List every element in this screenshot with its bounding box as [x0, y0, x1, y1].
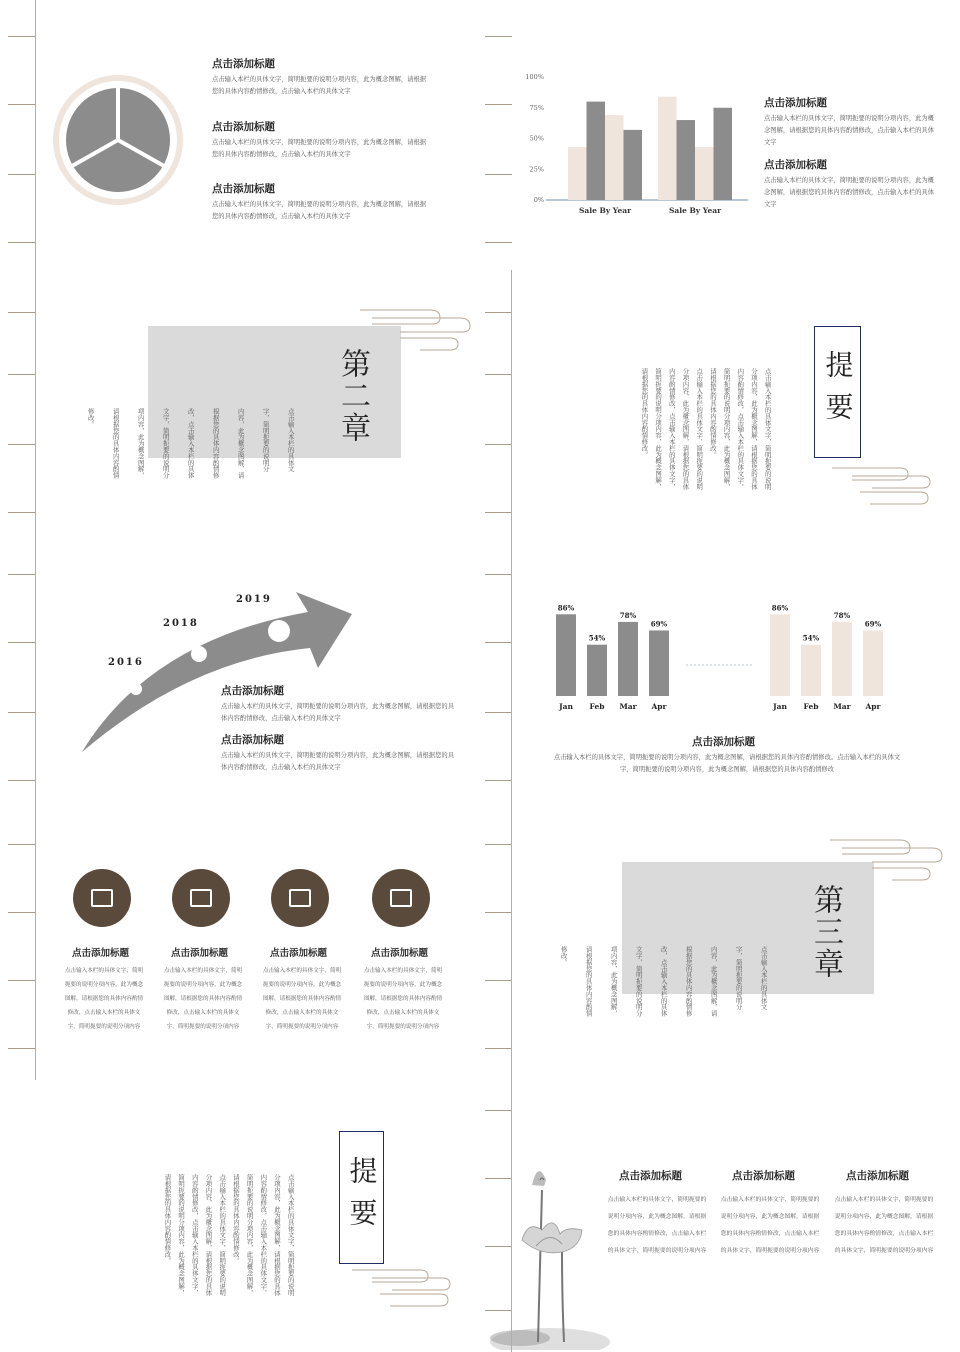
item-body: 点击输入本栏的具体文字，简明扼要的说明分项内容，此为概念图解，请根据您的具体内容酌情修改，点击输入本栏的具体文字	[221, 703, 454, 722]
chapter-title: 第三章	[808, 884, 843, 980]
vertical-text-column: 请根据您的具体内容酌情修改。	[708, 368, 717, 458]
vertical-text-column: 点击输入本栏的具体文字，简明扼要的说明	[218, 1174, 227, 1296]
picture-icon	[91, 889, 113, 907]
x-tick-label: Feb	[803, 702, 819, 711]
card-heading: 点击添加标题	[171, 948, 229, 959]
card-body: 点击输入本栏的具体文字，简明扼要的说明分项内容，此为概念图解，请根据您的具体内容酌情修改，点击输入本栏的具体文字，简明扼要的说明分项内容	[262, 968, 342, 1030]
ruler-tick	[8, 36, 35, 37]
vertical-text-column: 字，简明扼要的说明分	[734, 946, 743, 1010]
ruler-tick	[8, 980, 35, 981]
bar	[649, 630, 669, 696]
vertical-text-column: 简明扼要的说明分项内容，此为概念图解，	[654, 368, 663, 490]
bar	[801, 645, 821, 696]
item-heading: 点击添加标题	[212, 183, 275, 195]
ruler-line	[511, 270, 512, 1352]
vertical-text-column: 项内容，此为概念图解，	[136, 408, 145, 479]
slide-1	[0, 0, 480, 270]
vertical-text-column: 分项内容，此为概念图解，请根据您的具体	[204, 1174, 213, 1296]
vertical-text-column: 改，点击输入本栏的具体	[659, 946, 668, 1017]
x-tick-label: Jan	[559, 702, 573, 711]
item-body: 点击输入本栏的具体文字，简明扼要的说明分项内容，此为概念图解，请根据您的具体内容酌情修改，点击输入本栏的具体文字	[764, 115, 935, 146]
slide-9	[0, 1080, 480, 1350]
cycle-diagram	[0, 0, 480, 270]
vertical-text-column: 简明扼要的说明分项内容，此为概念图解，	[722, 368, 731, 490]
vertical-text-column: 修改。	[559, 946, 568, 966]
item-body: 点击输入本栏的具体文字，简明扼要的说明分项内容，此为概念图解，请根据您的具体内容酌情修改，点击输入本栏的具体文字	[212, 76, 427, 95]
slide-2	[480, 0, 960, 270]
ruler-tick	[8, 712, 35, 713]
ruler-tick	[485, 1246, 512, 1247]
summary-title: 提要	[339, 1131, 384, 1264]
monitor-icon	[289, 889, 311, 907]
bar	[677, 120, 696, 200]
ruler-tick	[8, 312, 35, 313]
vertical-text-column: 请根据您的具体内容酌情	[584, 946, 593, 1017]
card-heading: 点击添加标题	[72, 948, 130, 959]
item-heading: 点击添加标题	[692, 736, 755, 748]
y-tick-label: 25%	[529, 165, 544, 174]
bar	[605, 115, 624, 200]
vertical-text-column: 点击输入本栏的具体文	[286, 408, 295, 472]
vertical-text-column: 内容酌情修改，点击输入本栏的具体文字，	[259, 1174, 268, 1296]
item-body: 点击输入本栏的具体文字，简明扼要的说明分项内容，此为概念图解，请根据您的具体内容酌情修改，点击输入本栏的具体文字	[764, 177, 935, 208]
ruler-tick	[485, 242, 512, 243]
bar	[568, 147, 587, 200]
slide-5	[0, 540, 480, 810]
item-body: 点击输入本栏的具体文字，简明扼要的说明分项内容，此为概念图解，请根据您的具体内容酌情修改，点击输入本栏的具体文字，简明扼要的说明分项内容	[834, 1197, 934, 1254]
data-label: 78%	[833, 610, 851, 620]
year-label: 2016	[108, 657, 144, 668]
vertical-text-column: 请根据您的具体内容酌情	[111, 408, 120, 479]
vertical-text-column: 请根据您的具体内容酌情修改。	[163, 1174, 172, 1264]
bar	[832, 622, 852, 696]
ruler-tick	[8, 242, 35, 243]
vertical-text-column: 根据您的具体内容酌情修	[684, 946, 693, 1017]
y-tick-label: 100%	[525, 73, 544, 81]
card-body: 点击输入本栏的具体文字，简明扼要的说明分项内容，此为概念图解，请根据您的具体内容酌情修改，点击输入本栏的具体文字，简明扼要的说明分项内容	[64, 968, 144, 1030]
vertical-text-column: 分项内容，此为概念图解，请根据您的具体	[750, 368, 758, 490]
x-tick-label: Feb	[589, 702, 605, 711]
item-heading: 点击添加标题	[764, 159, 827, 171]
slide-10	[480, 1080, 960, 1350]
x-tick-label: Mar	[833, 702, 851, 711]
ruler-tick	[8, 104, 35, 105]
slide-8	[480, 810, 960, 1080]
card-body: 点击输入本栏的具体文字，简明扼要的说明分项内容，此为概念图解，请根据您的具体内容酌情修改，点击输入本栏的具体文字，简明扼要的说明分项内容	[163, 968, 243, 1030]
data-label: 54%	[802, 633, 820, 643]
bar	[770, 614, 790, 696]
vertical-text-column: 内容，此为概念图解，请	[236, 408, 245, 479]
vertical-text-column: 内容酌情修改，点击输入本栏的具体文字，	[190, 1174, 199, 1296]
bar	[587, 102, 606, 200]
ruler-tick	[485, 512, 512, 513]
item-body: 点击输入本栏的具体文字，简明扼要的说明分项内容，此为概念图解，请根据您的具体内容酌情修改。点击输入本栏的具体文字，简明扼要的说明分项内容，此为概念图解，请根据您的具体内容酌情修改	[553, 754, 901, 773]
x-tick-label: Sale By Year	[578, 206, 632, 215]
ruler-tick	[8, 174, 35, 175]
item-heading: 点击添加标题	[764, 97, 827, 109]
vertical-text-column: 分项内容，此为概念图解，请根据您的具体	[273, 1174, 281, 1296]
item-heading: 点击添加标题	[212, 121, 275, 133]
bar	[624, 130, 643, 200]
ruler-tick	[485, 912, 512, 913]
ruler-tick	[485, 374, 512, 375]
vertical-text-column: 点击输入本栏的具体文字，简明扼要的说明	[286, 1174, 295, 1296]
item-body: 点击输入本栏的具体文字，简明扼要的说明分项内容，此为概念图解，请根据您的具体内容酌情修改，点击输入本栏的具体文字，简明扼要的说明分项内容	[720, 1197, 820, 1254]
year-label: 2019	[236, 594, 272, 605]
vertical-text-column: 点击输入本栏的具体文字，简明扼要的说明	[695, 368, 704, 490]
icon-badge	[172, 869, 230, 927]
ruler-tick	[485, 980, 512, 981]
data-label: 78%	[619, 610, 637, 620]
icon-badge	[271, 869, 329, 927]
ruler-tick	[8, 844, 35, 845]
vertical-text-column: 修改。	[86, 408, 95, 428]
ruler-tick	[485, 1110, 512, 1111]
data-label: 86%	[557, 603, 575, 613]
vertical-text-column: 字，简明扼要的说明分	[261, 408, 270, 472]
ruler-tick	[485, 1310, 512, 1311]
x-tick-label: Apr	[865, 702, 881, 711]
vertical-text-column: 内容，此为概念图解，请	[709, 946, 718, 1017]
year-label: 2018	[163, 618, 199, 629]
y-tick-label: 50%	[529, 134, 544, 143]
x-tick-label: Mar	[619, 702, 637, 711]
cloud-ornament	[0, 1080, 480, 1350]
vertical-text-column: 分项内容，此为概念图解，请根据您的具体	[681, 368, 690, 490]
ruler-tick	[485, 174, 512, 175]
ruler-tick	[8, 780, 35, 781]
ruler-tick	[8, 444, 35, 445]
vertical-text-column: 根据您的具体内容酌情修	[211, 408, 220, 479]
x-tick-label: Jan	[773, 702, 787, 711]
ruler-tick	[8, 512, 35, 513]
data-label: 69%	[650, 619, 668, 629]
thumbs-up-icon	[390, 889, 412, 907]
icon-badge	[372, 869, 430, 927]
bar	[658, 97, 677, 200]
tv-icon	[190, 889, 212, 907]
ruler-tick	[8, 374, 35, 375]
vertical-text-column: 简明扼要的说明分项内容，此为概念图解，	[245, 1174, 254, 1296]
vertical-text-column: 改，点击输入本栏的具体	[186, 408, 195, 479]
item-heading: 点击添加标题	[221, 685, 284, 697]
vertical-text-column: 内容酌情修改，点击输入本栏的具体文字，	[736, 368, 745, 490]
bar	[556, 614, 576, 696]
vertical-text-column: 请根据您的具体内容酌情修改。	[231, 1174, 240, 1264]
data-label: 54%	[588, 633, 606, 643]
ruler-line	[35, 0, 36, 1080]
data-label: 69%	[864, 619, 882, 629]
cloud-ornament	[480, 270, 960, 540]
cloud-ornament	[480, 810, 960, 1080]
vertical-text-column: 内容酌情修改，点击输入本栏的具体文字，	[667, 368, 676, 490]
ruler-tick	[8, 642, 35, 643]
ruler-tick	[485, 312, 512, 313]
x-tick-label: Apr	[651, 702, 667, 711]
slide-3	[0, 270, 480, 540]
vertical-text-column: 请根据您的具体内容酌情修改。	[640, 368, 649, 458]
card-body: 点击输入本栏的具体文字，简明扼要的说明分项内容，此为概念图解，请根据您的具体内容酌情修改，点击输入本栏的具体文字，简明扼要的说明分项内容	[363, 968, 443, 1030]
bar	[618, 622, 638, 696]
ruler-tick	[485, 1178, 512, 1179]
y-tick-label: 0%	[533, 196, 544, 204]
ruler-tick	[485, 444, 512, 445]
vertical-text-column: 点击输入本栏的具体文	[759, 946, 768, 1010]
ruler-tick	[8, 574, 35, 575]
icon-badge	[73, 869, 131, 927]
bar	[714, 108, 733, 200]
ruler-tick	[485, 642, 512, 643]
ruler-tick	[485, 574, 512, 575]
ruler-tick	[485, 780, 512, 781]
ruler-tick	[485, 844, 512, 845]
bar	[863, 630, 883, 696]
item-heading: 点击添加标题	[212, 58, 275, 70]
y-tick-label: 75%	[529, 103, 544, 112]
vertical-text-column: 项内容，此为概念图解，	[609, 946, 618, 1017]
vertical-text-column: 文字，简明扼要的说明分	[634, 946, 643, 1017]
item-heading: 点击添加标题	[732, 1170, 795, 1182]
vertical-text-column: 文字，简明扼要的说明分	[161, 408, 170, 479]
item-heading: 点击添加标题	[846, 1170, 909, 1182]
vertical-text-column: 点击输入本栏的具体文字，简明扼要的说明	[763, 368, 772, 490]
ruler-tick	[485, 1048, 512, 1049]
x-tick-label: Sale By Year	[668, 206, 722, 215]
item-body: 点击输入本栏的具体文字，简明扼要的说明分项内容，此为概念图解，请根据您的具体内容酌情修改，点击输入本栏的具体文字	[221, 752, 454, 771]
ruler-tick	[485, 712, 512, 713]
card-heading: 点击添加标题	[371, 948, 429, 959]
vertical-text-column: 简明扼要的说明分项内容，此为概念图解，	[177, 1174, 186, 1296]
card-heading: 点击添加标题	[270, 948, 328, 959]
ruler-tick	[485, 104, 512, 105]
item-body: 点击输入本栏的具体文字，简明扼要的说明分项内容，此为概念图解，请根据您的具体内容酌情修改，点击输入本栏的具体文字，简明扼要的说明分项内容	[607, 1197, 707, 1254]
bar	[587, 645, 607, 696]
bar	[695, 147, 714, 200]
item-body: 点击输入本栏的具体文字，简明扼要的说明分项内容，此为概念图解，请根据您的具体内容酌情修改，点击输入本栏的具体文字	[212, 139, 427, 158]
ruler-tick	[8, 1048, 35, 1049]
chapter-title: 第二章	[335, 348, 370, 444]
item-heading: 点击添加标题	[619, 1170, 682, 1182]
slide-6	[480, 540, 960, 810]
summary-title: 提要	[814, 326, 861, 458]
data-label: 86%	[771, 603, 789, 613]
item-body: 点击输入本栏的具体文字，简明扼要的说明分项内容，此为概念图解，请根据您的具体内容酌情修改，点击输入本栏的具体文字	[212, 201, 427, 220]
slide-7	[0, 810, 480, 1080]
slide-4	[480, 270, 960, 540]
ruler-tick	[485, 36, 512, 37]
item-heading: 点击添加标题	[221, 734, 284, 746]
ruler-tick	[8, 912, 35, 913]
